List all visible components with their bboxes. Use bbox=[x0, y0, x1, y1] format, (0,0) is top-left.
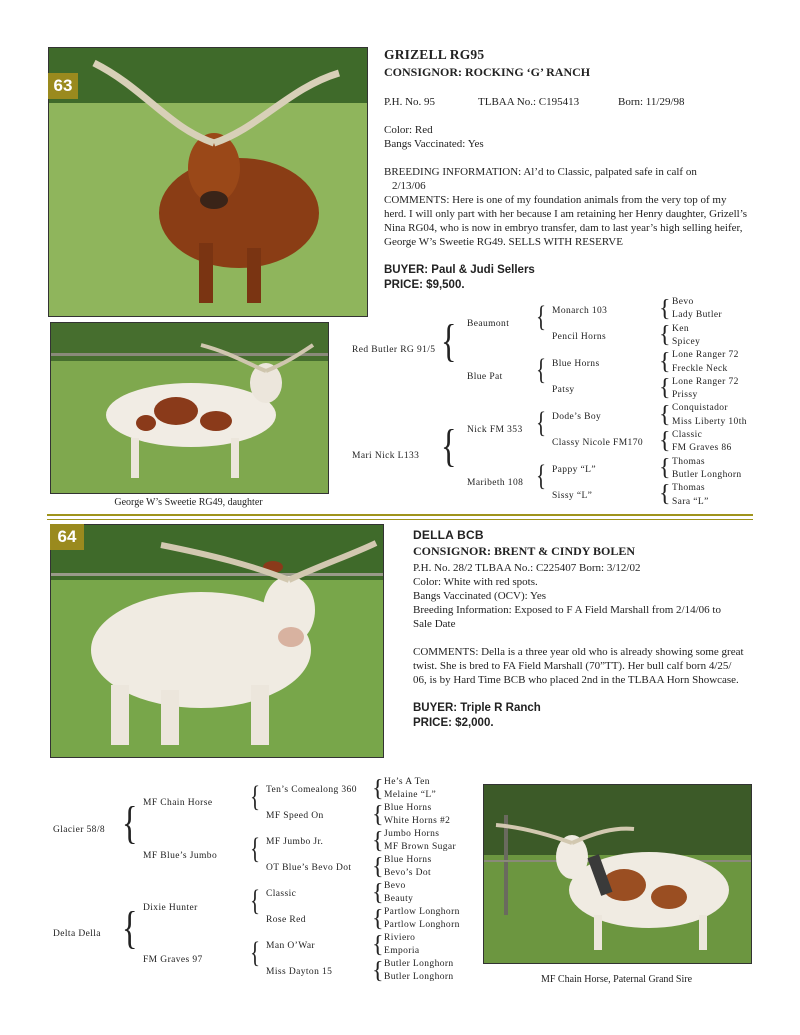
brace: { bbox=[372, 854, 384, 880]
pedigree-gen4: Classic bbox=[672, 430, 703, 440]
pedigree-gen4: MF Brown Sugar bbox=[384, 842, 457, 852]
consignor: CONSIGNOR: ROCKING ‘G’ RANCH bbox=[384, 65, 591, 79]
brace: { bbox=[659, 481, 671, 507]
pedigree-sire: Glacier 58/8 bbox=[53, 825, 106, 835]
brace: { bbox=[659, 428, 671, 454]
pedigree-gen4: Riviero bbox=[384, 933, 416, 943]
comments-line: COMMENTS: Here is one of my foundation animals from the very top of my bbox=[384, 194, 727, 206]
pedigree-gen2: Dixie Hunter bbox=[143, 903, 198, 913]
photo-caption: George W’s Sweetie RG49, daughter bbox=[114, 497, 263, 508]
pedigree-gen4: Butler Longhorn bbox=[672, 470, 742, 480]
pedigree-gen4: Lone Ranger 72 bbox=[672, 350, 739, 360]
pedigree-gen4: Partlow Longhorn bbox=[384, 907, 460, 917]
bangs-vaccinated: Bangs Vaccinated (OCV): Yes bbox=[413, 590, 547, 602]
brace: { bbox=[536, 459, 547, 492]
brace: { bbox=[536, 353, 547, 386]
pedigree-gen2: Nick FM 353 bbox=[467, 425, 523, 435]
brace: { bbox=[122, 902, 138, 953]
pedigree-gen3: Ten’s Comealong 360 bbox=[266, 785, 357, 795]
pedigree-gen2: FM Graves 97 bbox=[143, 955, 203, 965]
pedigree-gen2: MF Chain Horse bbox=[143, 798, 213, 808]
pedigree-gen4: Ken bbox=[672, 324, 690, 334]
pedigree-dam: Delta Della bbox=[53, 929, 101, 939]
pedigree-gen4: Melaine “L” bbox=[384, 790, 437, 800]
pedigree-gen2: Maribeth 108 bbox=[467, 478, 524, 488]
brace: { bbox=[659, 349, 671, 375]
brace: { bbox=[659, 455, 671, 481]
comments-line: COMMENTS: Della is a three year old who is already showing some great bbox=[413, 646, 744, 658]
pedigree-sire: Red Butler RG 91/5 bbox=[352, 345, 436, 355]
brace: { bbox=[659, 375, 671, 401]
pedigree-gen4: Sara “L” bbox=[672, 497, 709, 507]
pedigree-gen3: Rose Red bbox=[266, 915, 306, 925]
pedigree-gen4: Butler Longhorn bbox=[384, 972, 454, 982]
buyer: BUYER: Triple R Ranch bbox=[413, 702, 541, 714]
bangs-vaccinated: Bangs Vaccinated: Yes bbox=[384, 138, 484, 150]
brace: { bbox=[372, 828, 384, 854]
brace: { bbox=[536, 406, 547, 439]
pedigree-gen3: Pencil Horns bbox=[552, 332, 607, 342]
pedigree-gen4: Emporia bbox=[384, 946, 420, 956]
color: Color: Red bbox=[384, 124, 433, 136]
comments-line: herd. I will only part with her because I am retaining her Henry daughter, Grizell’s bbox=[384, 208, 748, 220]
photo-caption: MF Chain Horse, Paternal Grand Sire bbox=[540, 974, 693, 985]
pedigree-gen4: Blue Horns bbox=[384, 803, 432, 813]
brace: { bbox=[659, 296, 671, 322]
breeding-info: BREEDING INFORMATION: Al’d to Classic, palpated safe in calf on bbox=[384, 166, 697, 178]
pedigree-gen4: Butler Longhorn bbox=[384, 959, 454, 969]
pedigree-gen3: Blue Horns bbox=[552, 359, 600, 369]
pedigree-gen3: Monarch 103 bbox=[552, 306, 608, 316]
brace: { bbox=[372, 958, 384, 984]
pedigree-gen3: Pappy “L” bbox=[552, 465, 596, 475]
pedigree-gen4: Bevo bbox=[672, 297, 694, 307]
pedigree-gen4: FM Graves 86 bbox=[672, 443, 732, 453]
ph-number: P.H. No. 95 bbox=[384, 96, 436, 108]
pedigree-gen2: Blue Pat bbox=[467, 372, 503, 382]
pedigree-gen4: White Horns #2 bbox=[384, 816, 451, 826]
breeding-info-cont: 2/13/06 bbox=[392, 180, 426, 192]
pedigree-gen4: Partlow Longhorn bbox=[384, 920, 460, 930]
buyer: BUYER: Paul & Judi Sellers bbox=[384, 264, 535, 276]
photo-della-bcb bbox=[50, 524, 384, 758]
comments-line: George W’s Sweetie RG49. SELLS WITH RESERVE bbox=[384, 236, 623, 248]
pedigree-gen4: Conquistador bbox=[672, 403, 728, 413]
pedigree-gen3: Sissy “L” bbox=[552, 491, 593, 501]
comments-line: 06, is by Hard Time BCB who placed 2nd in the TLBAA Horn Showcase. bbox=[413, 674, 739, 686]
pedigree-gen3: Miss Dayton 15 bbox=[266, 967, 333, 977]
pedigree-gen4: Lady Butler bbox=[672, 310, 723, 320]
pedigree-gen3: Dode’s Boy bbox=[552, 412, 602, 422]
comments-line: Nina RG04, who is now in embryo transfer, dam to last year’s high selling heifer, bbox=[384, 222, 743, 234]
brace: { bbox=[250, 884, 261, 917]
pedigree-gen2: Beaumont bbox=[467, 319, 510, 329]
pedigree-gen3: Classy Nicole FM170 bbox=[552, 438, 643, 448]
brace: { bbox=[536, 300, 547, 333]
color: Color: White with red spots. bbox=[413, 576, 538, 588]
brace: { bbox=[372, 906, 384, 932]
pedigree-gen2: MF Blue’s Jumbo bbox=[143, 851, 218, 861]
pedigree-gen4: Thomas bbox=[672, 457, 706, 467]
pedigree-gen3: MF Speed On bbox=[266, 811, 324, 821]
registration-line: P.H. No. 28/2 TLBAA No.: C225407 Born: 3/12/02 bbox=[413, 562, 641, 574]
brace: { bbox=[250, 832, 261, 865]
pedigree-gen3: Patsy bbox=[552, 385, 575, 395]
pedigree-gen4: Beauty bbox=[384, 894, 414, 904]
born-date: Born: 11/29/98 bbox=[618, 96, 685, 108]
brace: { bbox=[441, 315, 457, 366]
pedigree-gen3: Man O’War bbox=[266, 941, 315, 951]
pedigree-gen4: Spicey bbox=[672, 337, 701, 347]
price: PRICE: $2,000. bbox=[413, 717, 494, 729]
tlbaa-number: TLBAA No.: C195413 bbox=[478, 96, 580, 108]
photo-george-ws-sweetie bbox=[50, 322, 329, 494]
brace: { bbox=[372, 932, 384, 958]
section-divider bbox=[47, 514, 753, 516]
brace: { bbox=[372, 880, 384, 906]
pedigree-gen3: MF Jumbo Jr. bbox=[266, 837, 324, 847]
pedigree-gen4: Bevo’s Dot bbox=[384, 868, 432, 878]
brace: { bbox=[659, 322, 671, 348]
section-divider bbox=[47, 519, 753, 520]
pedigree-gen4: He’s A Ten bbox=[384, 777, 430, 787]
pedigree-gen4: Jumbo Horns bbox=[384, 829, 440, 839]
brace: { bbox=[659, 402, 671, 428]
photo-mf-chain-horse bbox=[483, 784, 752, 964]
pedigree-gen4: Blue Horns bbox=[384, 855, 432, 865]
brace: { bbox=[441, 420, 457, 471]
pedigree-gen4: Prissy bbox=[672, 390, 698, 400]
pedigree-gen4: Lone Ranger 72 bbox=[672, 377, 739, 387]
photo-grizell-rg95 bbox=[48, 47, 368, 317]
consignor: CONSIGNOR: BRENT & CINDY BOLEN bbox=[413, 544, 636, 558]
lot-number-badge: 63 bbox=[48, 73, 78, 99]
pedigree-gen3: OT Blue’s Bevo Dot bbox=[266, 863, 352, 873]
brace: { bbox=[250, 780, 261, 813]
comments-line: twist. She is bred to FA Field Marshall (70”TT). Her bull calf born 4/25/ bbox=[413, 660, 732, 672]
lot-title: GRIZELL RG95 bbox=[384, 47, 485, 62]
pedigree-gen4: Freckle Neck bbox=[672, 364, 728, 374]
brace: { bbox=[372, 776, 384, 802]
price: PRICE: $9,500. bbox=[384, 279, 465, 291]
pedigree-gen4: Bevo bbox=[384, 881, 406, 891]
brace: { bbox=[372, 802, 384, 828]
pedigree-gen4: Miss Liberty 10th bbox=[672, 417, 747, 427]
pedigree-dam: Mari Nick L133 bbox=[352, 451, 420, 461]
lot-title: DELLA BCB bbox=[413, 528, 484, 542]
pedigree-gen3: Classic bbox=[266, 889, 297, 899]
lot-number-badge: 64 bbox=[50, 524, 84, 550]
breeding-info-cont: Sale Date bbox=[413, 618, 456, 630]
pedigree-gen4: Thomas bbox=[672, 483, 706, 493]
brace: { bbox=[250, 936, 261, 969]
brace: { bbox=[122, 797, 138, 848]
breeding-info: Breeding Information: Exposed to F A Field Marshall from 2/14/06 to bbox=[413, 604, 721, 616]
